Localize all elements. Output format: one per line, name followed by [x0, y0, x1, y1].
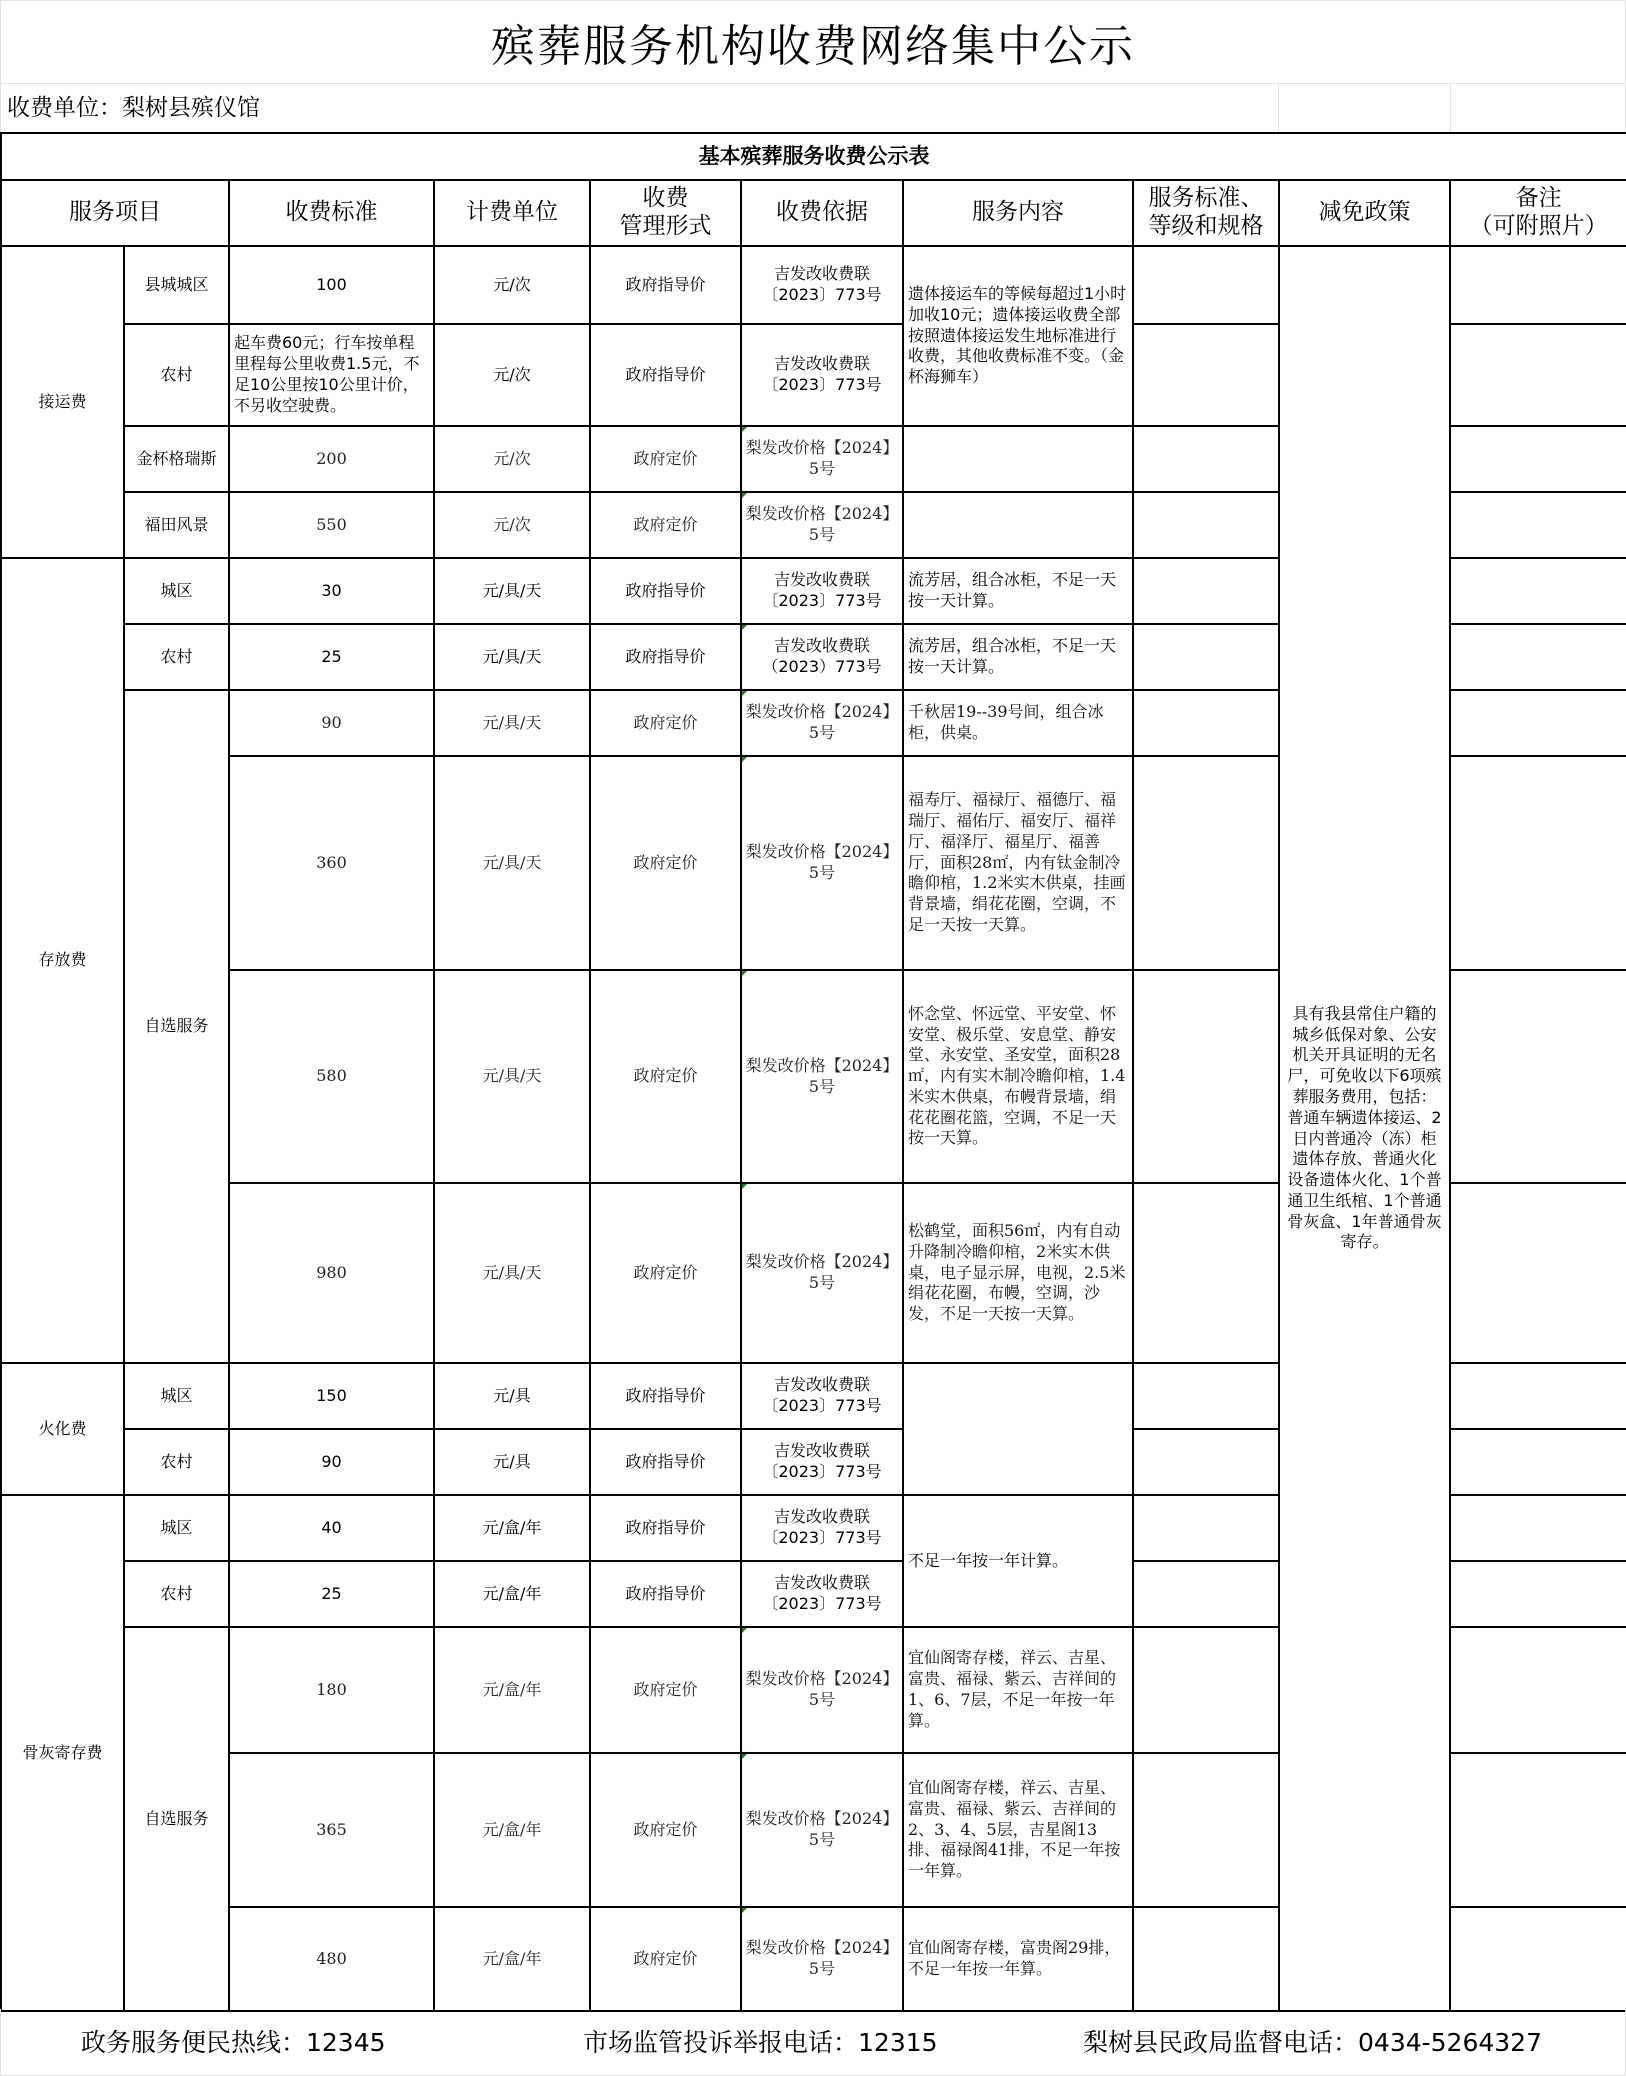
basis-cell: 梨发改价格【2024】5号 [741, 1627, 903, 1753]
table-row [1, 246, 1626, 324]
grade-cell [1133, 1561, 1279, 1627]
unit-cell: 元/盒/年 [434, 1561, 590, 1627]
sub-item: 农村 [124, 624, 229, 690]
content-cell: 怀念堂、怀远堂、平安堂、怀安堂、极乐堂、安息堂、静安堂、永安堂、圣安堂，面积28㎡，内有实木制冷瞻仰棺，1.4米实木供桌，布幔背景墙，绢花花圈花篮，空调，不足一天按一天算。 [903, 970, 1133, 1183]
grade-cell [1133, 1907, 1279, 2011]
unit-cell: 元/具/天 [434, 558, 590, 624]
sub-item: 农村 [124, 1429, 229, 1495]
unit-cell: 元/盒/年 [434, 1495, 590, 1561]
header-management-form [590, 180, 741, 246]
remark-cell [1450, 1363, 1626, 1429]
content-cell [903, 492, 1133, 558]
group-ash-storage: 骨灰寄存费 [1, 1495, 124, 2011]
grade-cell [1133, 756, 1279, 970]
sub-item: 金杯格瑞斯 [124, 426, 229, 492]
header-row [1, 180, 1626, 246]
form-cell: 政府定价 [590, 1627, 741, 1753]
form-cell: 政府定价 [590, 970, 741, 1183]
header-billing-unit: 计费单位 [434, 180, 590, 246]
remark-cell [1450, 558, 1626, 624]
fee-cell: 580 [229, 970, 434, 1183]
group-transport: 接运费 [1, 246, 124, 558]
header-fee-standard: 收费标准 [229, 180, 434, 246]
header-remark [1450, 180, 1626, 246]
unit-cell: 元/次 [434, 246, 590, 324]
remark-cell [1450, 1495, 1626, 1561]
fee-cell: 25 [229, 624, 434, 690]
fee-cell: 980 [229, 1183, 434, 1363]
form-cell: 政府定价 [590, 1753, 741, 1907]
sub-item: 城区 [124, 1363, 229, 1429]
unit-cell: 元/次 [434, 426, 590, 492]
content-cell: 遗体接运车的等候每超过1小时加收10元；遗体接运收费全部按照遗体接运发生地标准进行收费，其他收费标准不变。（金杯海狮车） [903, 246, 1133, 426]
grade-cell [1133, 246, 1279, 324]
content-cell: 流芳居，组合冰柜，不足一天按一天计算。 [903, 624, 1133, 690]
content-cell: 宜仙阁寄存楼，祥云、吉星、富贵、福禄、紫云、吉祥间的2、3、4、5层，吉星阁13排、福禄阁41排，不足一年按一年算。 [903, 1753, 1133, 1907]
content-cell: 千秋居19--39号间，组合冰柜，供桌。 [903, 690, 1133, 756]
remark-cell [1450, 492, 1626, 558]
basis-cell: 梨发改价格【2024】5号 [741, 1753, 903, 1907]
unit-cell: 元/具/天 [434, 1183, 590, 1363]
sub-item: 福田风景 [124, 492, 229, 558]
remark-cell [1450, 246, 1626, 324]
form-cell: 政府定价 [590, 426, 741, 492]
grade-cell [1133, 970, 1279, 1183]
civil-affairs-text: 梨树县民政局监督电话：0434-5264327 [1083, 2028, 1542, 2057]
form-cell: 政府指导价 [590, 558, 741, 624]
charging-unit-row [0, 84, 1626, 132]
remark-cell [1450, 426, 1626, 492]
form-cell: 政府定价 [590, 1907, 741, 2011]
remark-cell [1450, 756, 1626, 970]
grade-cell [1133, 1627, 1279, 1753]
sub-item-optional: 自选服务 [124, 1627, 229, 2011]
charging-unit-label: 收费单位：梨树县殡仪馆 [7, 95, 260, 121]
remark-cell [1450, 324, 1626, 426]
remark-cell [1450, 690, 1626, 756]
reduction-policy-cell: 具有我县常住户籍的城乡低保对象、公安机关开具证明的无名尸，可免收以下6项殡葬服务费用，包括：普通车辆遗体接运、2日内普通冷（冻）柜遗体存放、普通火化设备遗体火化、1个普通卫生纸棺、1个普通骨灰盒、1年普通骨灰寄存。 [1279, 246, 1450, 2011]
basis-cell: 吉发改收费联（2023）773号 [741, 624, 903, 690]
grade-cell [1133, 558, 1279, 624]
basis-cell: 吉发改收费联〔2023〕773号 [741, 1363, 903, 1429]
footer-contacts [0, 2009, 1626, 2076]
divider [1450, 84, 1451, 132]
remark-cell [1450, 1561, 1626, 1627]
fee-cell: 90 [229, 1429, 434, 1495]
content-cell: 宜仙阁寄存楼，富贵阁29排，不足一年按一年算。 [903, 1907, 1133, 2011]
header-text: 等级和规格 [1148, 213, 1264, 239]
fee-cell: 起车费60元；行车按单程里程每公里收费1.5元，不足10公里按10公里计价，不另收空驶费。 [229, 324, 434, 426]
unit-cell: 元/具/天 [434, 690, 590, 756]
grade-cell [1133, 426, 1279, 492]
form-cell: 政府指导价 [590, 624, 741, 690]
hotline-text: 政务服务便民热线：12345 [81, 2028, 386, 2057]
form-cell: 政府指导价 [590, 246, 741, 324]
unit-cell: 元/具/天 [434, 756, 590, 970]
header-content: 服务内容 [903, 180, 1133, 246]
grade-cell [1133, 324, 1279, 426]
content-cell: 松鹤堂，面积56㎡，内有自动升降制冷瞻仰棺，2米实木供桌，电子显示屏，电视，2.5米绢花花圈，布幔，空调，沙发，不足一天按一天算。 [903, 1183, 1133, 1363]
form-cell: 政府定价 [590, 1183, 741, 1363]
header-text: （可附照片） [1469, 213, 1608, 239]
form-cell: 政府指导价 [590, 1429, 741, 1495]
form-cell: 政府定价 [590, 492, 741, 558]
basis-cell: 梨发改价格【2024】5号 [741, 970, 903, 1183]
header-basis: 收费依据 [741, 180, 903, 246]
unit-cell: 元/具/天 [434, 624, 590, 690]
basis-cell: 梨发改价格【2024】5号 [741, 690, 903, 756]
content-cell: 流芳居，组合冰柜，不足一天按一天计算。 [903, 558, 1133, 624]
content-cell: 福寿厅、福禄厅、福德厅、福瑞厅、福佑厅、福安厅、福祥厅、福泽厅、福星厅、福善厅，面积28㎡，内有钛金制冷瞻仰棺，1.2米实木供桌，挂画背景墙，绢花花圈，空调，不足一天按一天算。 [903, 756, 1133, 970]
fee-cell: 90 [229, 690, 434, 756]
basis-cell: 吉发改收费联〔2023〕773号 [741, 1561, 903, 1627]
grade-cell [1133, 690, 1279, 756]
basis-cell: 吉发改收费联〔2023〕773号 [741, 324, 903, 426]
fee-cell: 30 [229, 558, 434, 624]
sub-item: 县城城区 [124, 246, 229, 324]
remark-cell [1450, 1429, 1626, 1495]
unit-cell: 元/次 [434, 324, 590, 426]
header-grade [1133, 180, 1279, 246]
fee-cell: 550 [229, 492, 434, 558]
fee-cell: 180 [229, 1627, 434, 1753]
form-cell: 政府指导价 [590, 1363, 741, 1429]
basis-cell: 梨发改价格【2024】5号 [741, 492, 903, 558]
grade-cell [1133, 1363, 1279, 1429]
header-text: 备注 [1515, 185, 1562, 212]
sub-item: 农村 [124, 1561, 229, 1627]
grade-cell [1133, 1429, 1279, 1495]
header-reduction: 减免政策 [1279, 180, 1450, 246]
content-cell: 宜仙阁寄存楼，祥云、吉星、富贵、福禄、紫云、吉祥间的1、6、7层，不足一年按一年算。 [903, 1627, 1133, 1753]
table-caption: 基本殡葬服务收费公示表 [1, 133, 1626, 180]
form-cell: 政府定价 [590, 690, 741, 756]
header-text: 管理形式 [619, 213, 712, 239]
fee-cell: 365 [229, 1753, 434, 1907]
unit-cell: 元/盒/年 [434, 1907, 590, 2011]
group-cremation: 火化费 [1, 1363, 124, 1495]
unit-cell: 元/具 [434, 1429, 590, 1495]
page-title: 殡葬服务机构收费网络集中公示 [0, 0, 1626, 84]
unit-cell: 元/盒/年 [434, 1627, 590, 1753]
fee-cell: 200 [229, 426, 434, 492]
remark-cell [1450, 1753, 1626, 1907]
content-cell [903, 426, 1133, 492]
remark-cell [1450, 1183, 1626, 1363]
basis-cell: 吉发改收费联〔2023〕773号 [741, 246, 903, 324]
remark-cell [1450, 970, 1626, 1183]
basis-cell: 梨发改价格【2024】5号 [741, 1907, 903, 2011]
form-cell: 政府指导价 [590, 1495, 741, 1561]
unit-cell: 元/盒/年 [434, 1753, 590, 1907]
form-cell: 政府指导价 [590, 1561, 741, 1627]
sub-item: 城区 [124, 558, 229, 624]
fee-cell: 360 [229, 756, 434, 970]
form-cell: 政府定价 [590, 756, 741, 970]
market-supervision-text: 市场监管投诉举报电话：12315 [583, 2028, 938, 2057]
basis-cell: 吉发改收费联〔2023〕773号 [741, 558, 903, 624]
content-cell [903, 1363, 1133, 1495]
fee-cell: 40 [229, 1495, 434, 1561]
unit-cell: 元/次 [434, 492, 590, 558]
form-cell: 政府指导价 [590, 324, 741, 426]
basis-cell: 梨发改价格【2024】5号 [741, 426, 903, 492]
content-cell: 不足一年按一年计算。 [903, 1495, 1133, 1627]
unit-cell: 元/具/天 [434, 970, 590, 1183]
grade-cell [1133, 624, 1279, 690]
grade-cell [1133, 492, 1279, 558]
remark-cell [1450, 1627, 1626, 1753]
remark-cell [1450, 624, 1626, 690]
basis-cell: 吉发改收费联〔2023〕773号 [741, 1495, 903, 1561]
header-text: 服务标准、 [1148, 185, 1264, 212]
fee-cell: 25 [229, 1561, 434, 1627]
fee-cell: 480 [229, 1907, 434, 2011]
fee-table [0, 132, 1626, 2012]
grade-cell [1133, 1753, 1279, 1907]
sub-item-optional: 自选服务 [124, 690, 229, 1363]
basis-cell: 梨发改价格【2024】5号 [741, 756, 903, 970]
basis-cell: 吉发改收费联〔2023〕773号 [741, 1429, 903, 1495]
remark-cell [1450, 1907, 1626, 2011]
group-storage: 存放费 [1, 558, 124, 1363]
basis-cell: 梨发改价格【2024】5号 [741, 1183, 903, 1363]
grade-cell [1133, 1495, 1279, 1561]
grade-cell [1133, 1183, 1279, 1363]
header-service-item: 服务项目 [1, 180, 229, 246]
sub-item: 农村 [124, 324, 229, 426]
unit-cell: 元/具 [434, 1363, 590, 1429]
header-text: 收费 [642, 185, 689, 212]
fee-cell: 150 [229, 1363, 434, 1429]
fee-cell: 100 [229, 246, 434, 324]
sub-item: 城区 [124, 1495, 229, 1561]
divider [1278, 84, 1279, 132]
